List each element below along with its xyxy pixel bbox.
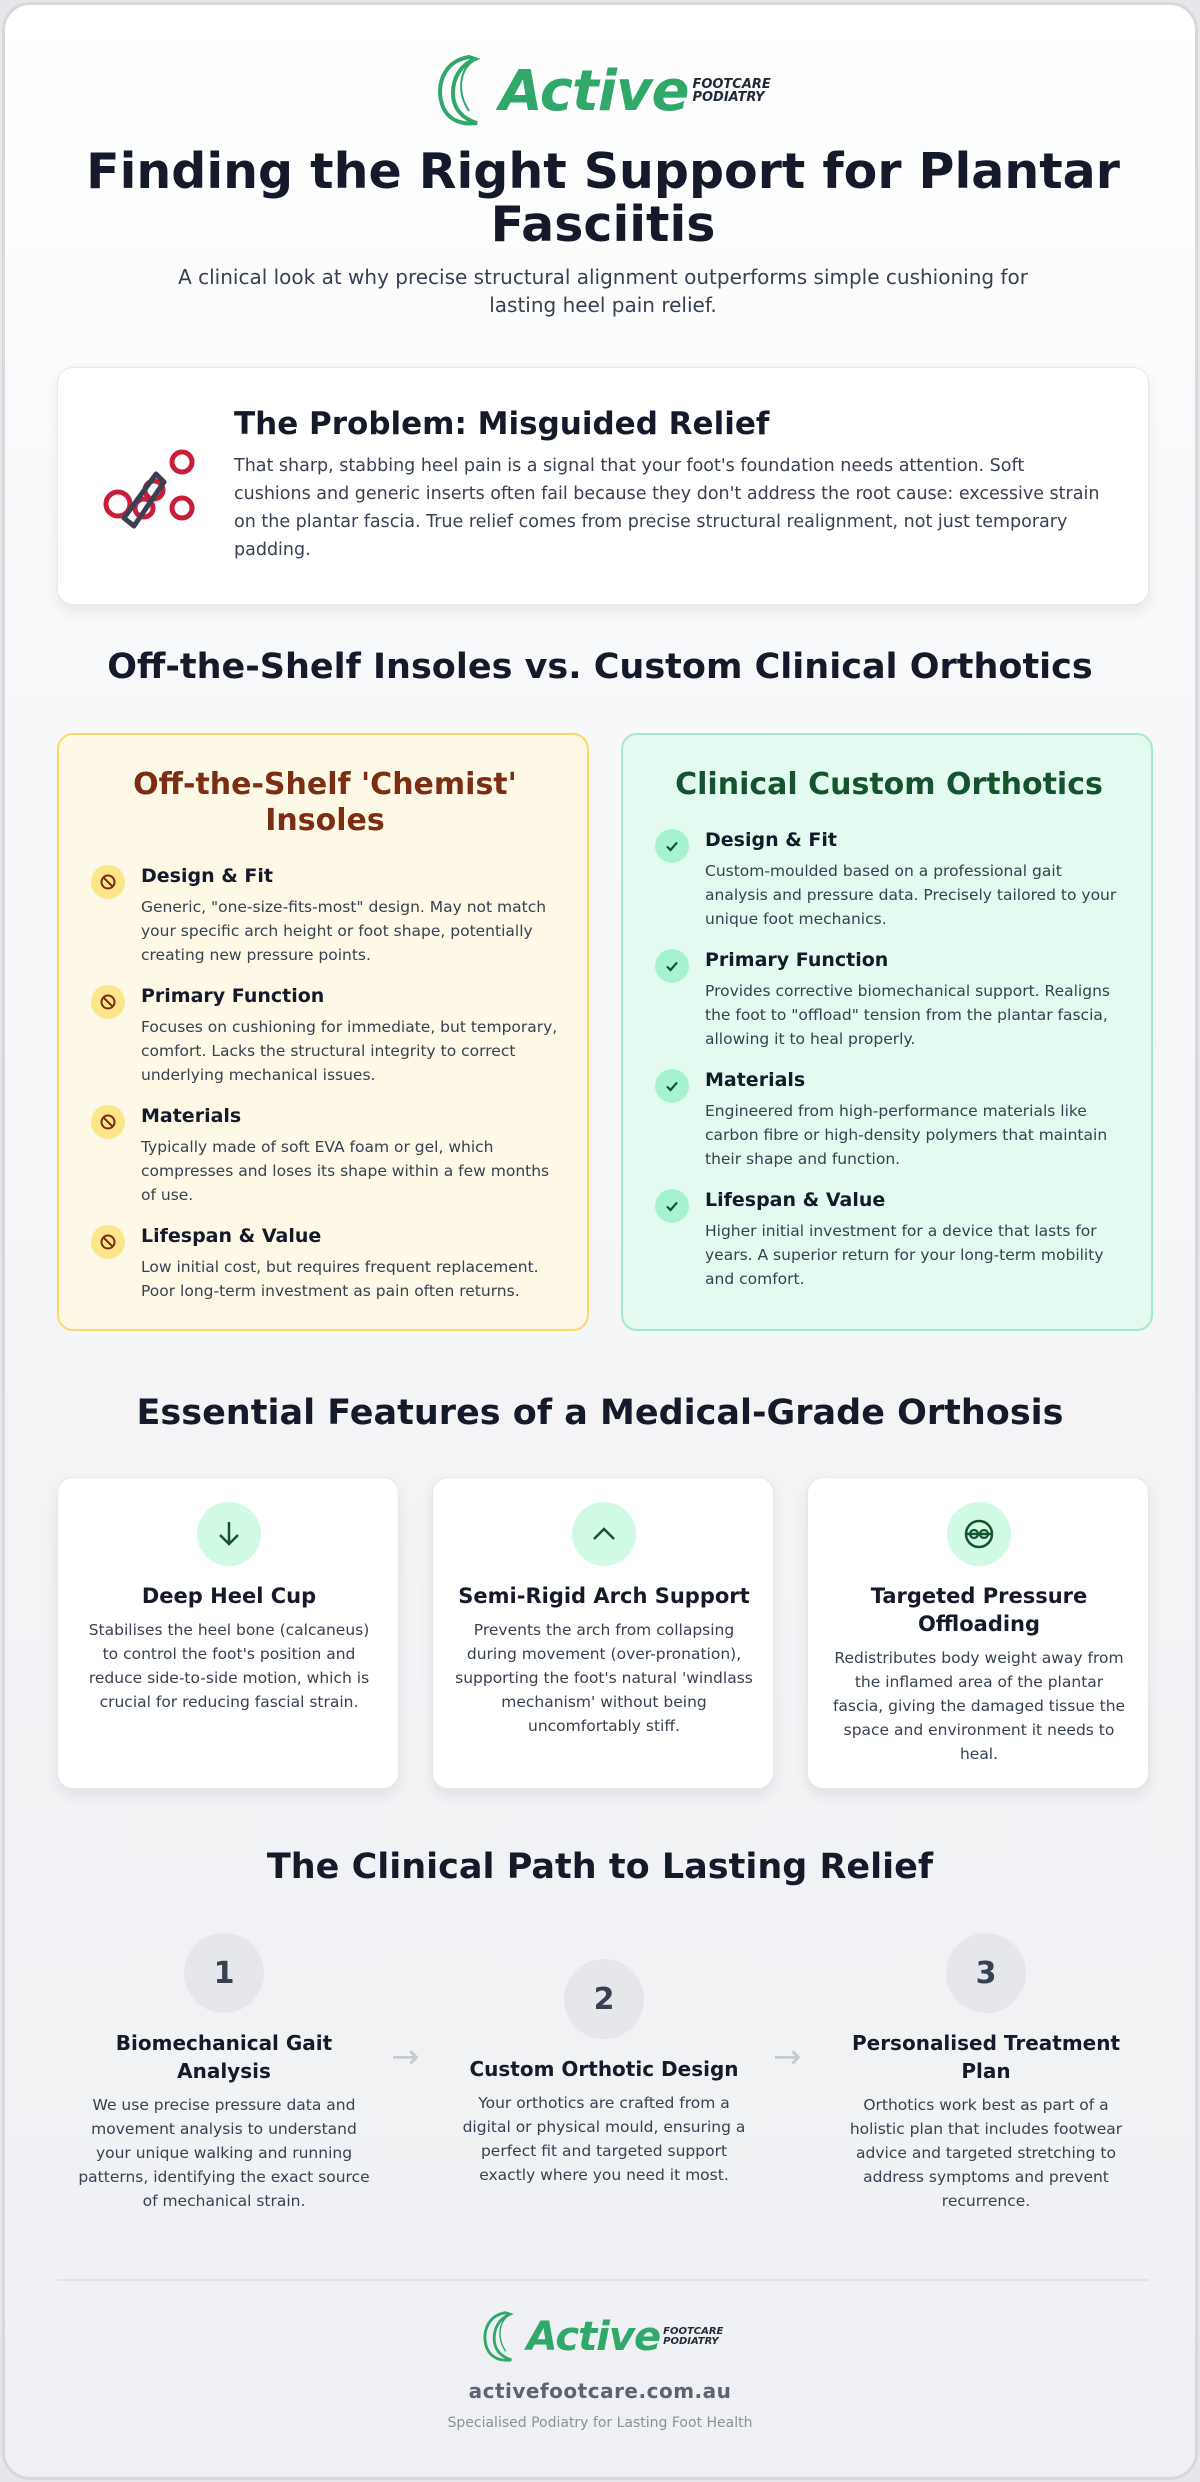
orthotics-item-title: Design & Fit — [705, 829, 837, 851]
orthotics-item-text: Engineered from high-performance materials like carbon fibre or high-density polymers that maintain their shape and function. — [705, 1102, 1108, 1168]
orthotics-item-title: Lifespan & Value — [705, 1189, 886, 1211]
check-icon — [655, 1069, 689, 1103]
check-icon — [655, 829, 689, 863]
step-number: 3 — [946, 1933, 1026, 2013]
problem-text: That sharp, stabbing heel pain is a signal that your foot's foundation needs attention. Soft cushions and generic inserts often fail because they don't address the root cause: excessive strain on the plantar fascia. True relief comes from precise structural realignment, not just temporary padding. — [234, 456, 1100, 560]
feature-card — [432, 1477, 774, 1789]
brand-sub-line1: FOOTCARE — [692, 77, 771, 92]
insoles-column — [57, 733, 589, 1331]
bone-joint-icon — [98, 434, 208, 544]
brand-name: Active — [526, 2314, 661, 2360]
orthotics-item-title: Materials — [705, 1069, 806, 1091]
features-title: Essential Features of a Medical-Grade Orthosis — [136, 1393, 1064, 1433]
orthotics-item-text: Provides corrective biomechanical support. Realigns the foot to "offload" tension from the plantar fascia, allowing it to heal properly. — [705, 982, 1110, 1048]
insoles-item-title: Primary Function — [141, 985, 325, 1007]
insoles-item-text: Focuses on cushioning for immediate, but temporary, comfort. Lacks the structural integrity to correct underlying mechanical issues. — [141, 1018, 558, 1084]
prohibited-icon — [91, 985, 125, 1019]
step-number: 2 — [564, 1959, 644, 2039]
brand-sub-line2: PODIATRY — [692, 90, 765, 105]
orthotics-column-title: Clinical Custom Orthotics — [675, 767, 1103, 802]
feature-title: Deep Heel Cup — [141, 1584, 317, 1608]
prohibited-icon — [91, 865, 125, 899]
step-title: Custom Orthotic Design — [469, 2057, 739, 2081]
feature-text: Prevents the arch from collapsing during movement (over-pronation), supporting the foot's natural 'windlass mechanism' without being uncomfortably stiff. — [455, 1621, 753, 1735]
step-title: Personalised Treatment Plan — [851, 2031, 1121, 2083]
footer-divider — [57, 2279, 1149, 2281]
footer-logo — [5, 2307, 1195, 2367]
arrow-right-icon: → — [773, 2037, 802, 2077]
step-title: Biomechanical Gait Analysis — [115, 2031, 333, 2083]
orthotics-column — [621, 733, 1153, 1331]
insoles-column-title: Off-the-Shelf 'Chemist' Insoles — [133, 767, 517, 838]
brand-sub-line1: FOOTCARE — [663, 2326, 724, 2337]
brand-name: Active — [499, 58, 689, 124]
problem-card — [57, 367, 1149, 605]
check-icon — [655, 949, 689, 983]
feature-card — [57, 1477, 399, 1789]
brand-sub-line2: PODIATRY — [663, 2336, 719, 2347]
pressure-offload-icon — [947, 1502, 1011, 1566]
prohibited-icon — [91, 1105, 125, 1139]
feature-text: Stabilises the heel bone (calcaneus) to control the foot's position and reduce side-to-side motion, which is crucial for reducing fascial strain. — [88, 1621, 370, 1711]
chevron-up-icon — [572, 1502, 636, 1566]
step-text: Orthotics work best as part of a holistic plan that includes footwear advice and targeted stretching to address symptoms and prevent recurrence. — [849, 2096, 1123, 2210]
insoles-item-text: Typically made of soft EVA foam or gel, which compresses and loses its shape within a few months of use. — [141, 1138, 550, 1204]
foot-swoosh-icon — [429, 53, 499, 129]
insoles-item-text: Generic, "one-size-fits-most" design. May not match your specific arch height or foot shape, potentially creating new pressure points. — [141, 898, 547, 964]
insoles-item-title: Lifespan & Value — [141, 1225, 322, 1247]
feature-text: Redistributes body weight away from the inflamed area of the plantar fascia, giving the damaged tissue the space and environment it needs to heal. — [832, 1649, 1126, 1763]
feature-title: Semi-Rigid Arch Support — [458, 1584, 750, 1608]
orthotics-item-text: Custom-moulded based on a professional gait analysis and pressure data. Precisely tailored to your unique foot mechanics. — [705, 862, 1117, 928]
step-text: Your orthotics are crafted from a digital or physical mould, ensuring a perfect fit and targeted support exactly where you need it most. — [462, 2094, 746, 2184]
brand-subtitle — [688, 78, 770, 104]
page-subtitle: A clinical look at why precise structural alignment outperforms simple cushioning for lasting heel pain relief. — [178, 265, 1028, 317]
problem-title: The Problem: Misguided Relief — [234, 406, 770, 442]
page-title: Finding the Right Support for Plantar Fasciitis — [86, 143, 1120, 253]
infographic-page — [2, 2, 1198, 2480]
step-text: We use precise pressure data and movement analysis to understand your unique walking and running patterns, identifying the exact source of mechanical strain. — [78, 2096, 370, 2210]
foot-swoosh-icon — [477, 2309, 527, 2365]
comparison-title: Off-the-Shelf Insoles vs. Custom Clinical Orthotics — [107, 647, 1093, 687]
brand-subtitle — [660, 2327, 723, 2347]
insoles-item-text: Low initial cost, but requires frequent replacement. Poor long-term investment as pain often returns. — [141, 1258, 539, 1300]
feature-title: Targeted Pressure Offloading — [870, 1584, 1088, 1636]
step-number: 1 — [184, 1933, 264, 2013]
insoles-item-title: Design & Fit — [141, 865, 273, 887]
orthotics-item-title: Primary Function — [705, 949, 889, 971]
brand-logo — [5, 53, 1195, 129]
arrow-down-icon — [197, 1502, 261, 1566]
insoles-item-title: Materials — [141, 1105, 242, 1127]
orthotics-item-text: Higher initial investment for a device that lasts for years. A superior return for your long-term mobility and comfort. — [705, 1222, 1104, 1288]
website-link[interactable]: activefootcare.com.au — [468, 2379, 732, 2403]
feature-card — [807, 1477, 1149, 1789]
check-icon — [655, 1189, 689, 1223]
footer-tagline: Specialised Podiatry for Lasting Foot Health — [447, 2415, 753, 2431]
path-title: The Clinical Path to Lasting Relief — [266, 1847, 934, 1887]
arrow-right-icon: → — [391, 2037, 420, 2077]
prohibited-icon — [91, 1225, 125, 1259]
